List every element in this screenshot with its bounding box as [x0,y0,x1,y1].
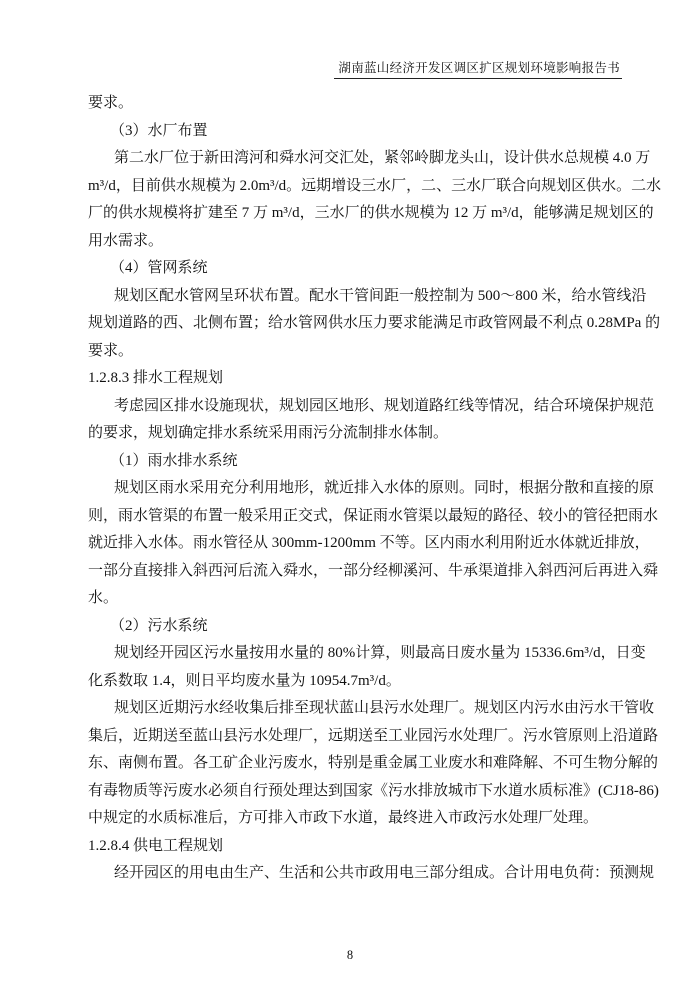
text-line: 有毒物质等污废水必须自行预处理达到国家《污水排放城市下水道水质标准》(CJ18-86) [88,782,659,799]
subsection-heading: （3）水厂布置 [110,122,208,139]
text-line: 规划区配水管网呈环状布置。配水干管间距一般控制为 500～800 米，给水管线沿 [114,287,647,304]
text-line: 第二水厂位于新田湾河和舜水河交汇处，紧邻岭脚龙头山，设计供水总规模 4.0 万 [114,150,651,166]
text-line: 东、南侧布置。各工矿企业污废水，特别是重金属工业废水和难降解、不可生物分解的 [88,755,659,771]
text-line: 厂的供水规模将扩建至 7 万 m³/d，三水厂的供水规模为 12 万 m³/d，能够满足规划区的 [88,205,654,221]
text-line: 要求。 [88,95,134,111]
text-line: 中规定的水质标准后，方可排入市政下水道，最终进入市政污水处理厂处理。 [88,810,599,826]
subsection-heading: （4）管网系统 [110,260,208,276]
text-line: 经开园区的用电由生产、生活和公共市政用电三部分组成。合计用电负荷：预测规 [114,865,655,881]
text-line: 集后，近期送至蓝山县污水处理厂，远期送至工业园污水处理厂。污水管原则上沿道路 [88,727,659,744]
text-line: 的要求，规划确定排水系统采用雨污分流制排水体制。 [88,425,449,441]
text-line: 就近排入水体。雨水管径从 300mm-1200mm 不等。区内雨水利用附近水体就近排放， [88,535,650,551]
subsection-heading: （1）雨水排水系统 [110,452,238,469]
document-body [88,90,662,888]
subsection-heading: （2）污水系统 [110,617,208,634]
text-line: 一部分直接排入斜西河后流入舜水，一部分经柳溪河、牛承渠道排入斜西河后再进入舜 [88,562,659,579]
text-line: 则，雨水管渠的布置一般采用正交式，保证雨水管渠以最短的路径、较小的管径把雨水 [88,507,659,524]
section-heading: 1.2.8.4 供电工程规划 [88,837,224,854]
text-line: 用水需求。 [88,232,164,249]
text-line: 规划区雨水采用充分利用地形，就近排入水体的原则。同时，根据分散和直接的原 [114,480,655,496]
text-line: 化系数取 1.4，则日平均废水量为 10954.7m³/d。 [88,672,401,689]
text-line: 规划经开园区污水量按用水量的 80%计算，则最高日废水量为 15336.6m³/d，日变 [114,645,646,661]
text-line: 要求。 [88,342,134,359]
running-header: 湖南蓝山经济开发区调区扩区规划环境影响报告书 [334,58,622,79]
section-heading: 1.2.8.3 排水工程规划 [88,370,224,386]
page-number: 8 [346,948,354,962]
text-line: 考虑园区排水设施现状，规划园区地形、规划道路红线等情况，结合环境保护规范 [114,397,655,414]
text-line: m³/d，目前供水规模为 2.0m³/d。远期增设三水厂，二、三水厂联合向规划区供水。二水 [88,177,662,194]
text-line: 规划区近期污水经收集后排至现状蓝山县污水处理厂。规划区内污水由污水干管收 [114,700,655,716]
text-line: 水。 [88,590,119,606]
text-line: 规划道路的西、北侧布置；给水管网供水压力要求能满足市政管网最不利点 0.28MPa 的 [88,315,661,331]
